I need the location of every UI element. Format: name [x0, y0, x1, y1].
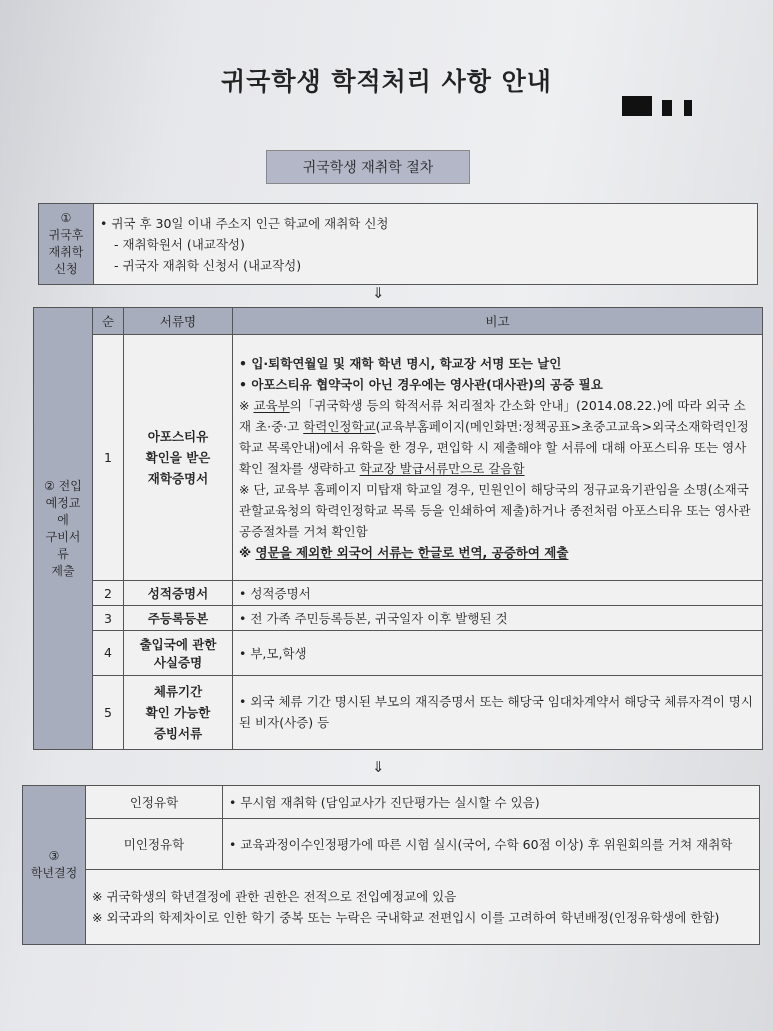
step1-table — [38, 203, 758, 285]
header-no: 순 — [93, 308, 124, 335]
table-row: 3 주등록등본 • 전 가족 주민등록등본, 귀국일자 이후 발행된 것 — [34, 606, 763, 631]
step3-notes: ※ 귀국학생의 학년결정에 관한 권한은 전적으로 전입예정교에 있음 ※ 외국과의 학제차이로 인한 학기 중복 또는 누락은 국내학교 전편입시 이를 고려하여 학년배정(인정유학생에 한함) — [86, 870, 760, 945]
section-banner: 귀국학생 재취학 절차 — [266, 150, 470, 184]
step1-label: ① 귀국후 재취학 신청 — [39, 204, 94, 285]
table-row: 5 체류기간 확인 가능한 증빙서류 • 외국 체류 기간 명시된 부모의 재직증명서 또는 해당국 임대차계약서 해당국 체류자격이 명시된 비자(사증) 등 — [34, 675, 763, 749]
redaction-block — [684, 100, 692, 116]
redaction-block — [622, 96, 652, 116]
table-row: ③ 학년결정 인정유학 • 무시험 재취학 (담임교사가 진단평가는 실시할 수 있음) — [23, 786, 760, 819]
doc-name: 아포스티유 확인을 받은 재학증명서 — [124, 335, 233, 581]
down-arrow-icon: ⇓ — [372, 758, 385, 776]
step1-content: • 귀국 후 30일 이내 주소지 인근 학교에 재취학 신청 - 재취학원서 (내교작성) - 귀국자 재취학 신청서 (내교작성) — [94, 204, 758, 285]
page-title: 귀국학생 학적처리 사항 안내 — [221, 67, 552, 96]
step2-label: ② 전입 예정교에 구비서류 제출 — [34, 308, 93, 750]
table-row: 1 아포스티유 확인을 받은 재학증명서 • 입·퇴학연월일 및 재학 학년 명시, 학교장 서명 또는 날인 • 아포스티유 협약국이 아닌 경우에는 영사관(대사관)의 공증 필요 ※ 교육부의「귀국학생 등의 학적서류 처리절차 간소화 안내」(2014.08.22.)에 따라 외국 소재 초·중·고 학력인정학교(교육부홈페이지(메인화면:정책공표>초중고교육>외국소재학력인정학교 목록안내)에서 유학을 한 경우, 편입학 시 제출해야 할 서류에 대해 아포스티유 또는 영사확인 절차를 생략하고 학교장 발급서류만으로 갈음함 ※ 단, 교육부 홈페이지 미탑재 학교일 경우, 민원인이 해당국의 정규교육기관임을 소명(소재국 관할교육청의 학력인정학교 목록 등을 인쇄하여 제출)하거나 종전처럼 아포스티유 또는 영사관 공증절차를 거쳐 확인함 ※ 영문을 제외한 외국어 서류는 한글로 번역, 공증하여 제출 — [34, 335, 763, 581]
table-row: 2 성적증명서 • 성적증명서 — [34, 581, 763, 606]
down-arrow-icon: ⇓ — [372, 284, 385, 302]
step2-table — [33, 307, 763, 750]
header-note: 비고 — [233, 308, 763, 335]
doc-note: • 입·퇴학연월일 및 재학 학년 명시, 학교장 서명 또는 날인 • 아포스티유 협약국이 아닌 경우에는 영사관(대사관)의 공증 필요 ※ 교육부의「귀국학생 등의 학적서류 처리절차 간소화 안내」(2014.08.22.)에 따라 외국 소재 초·중·고 학력인정학교(교육부홈페이지(메인화면:정책공표>초중고교육>외국소재학력인정학교 목록안내)에서 유학을 한 경우, 편입학 시 제출해야 할 서류에 대해 아포스티유 또는 영사확인 절차를 생략하고 학교장 발급서류만으로 갈음함 ※ 단, 교육부 홈페이지 미탑재 학교일 경우, 민원인이 해당국의 정규교육기관임을 소명(소재국 관할교육청의 학력인정학교 목록 등을 인쇄하여 제출)하거나 종전처럼 아포스티유 또는 영사관 공증절차를 거쳐 확인함 ※ 영문을 제외한 외국어 서류는 한글로 번역, 공증하여 제출 — [233, 335, 763, 581]
table-row: 4 출입국에 관한 사실증명 • 부,모,학생 — [34, 631, 763, 676]
step3-table — [22, 785, 760, 945]
step3-label: ③ 학년결정 — [23, 786, 86, 945]
redaction-block — [662, 100, 672, 116]
header-name: 서류명 — [124, 308, 233, 335]
table-row: 미인정유학 • 교육과정이수인정평가에 따른 시험 실시(국어, 수학 60점 이상) 후 위원회의를 거쳐 재취학 — [23, 819, 760, 870]
table-row — [23, 870, 760, 945]
